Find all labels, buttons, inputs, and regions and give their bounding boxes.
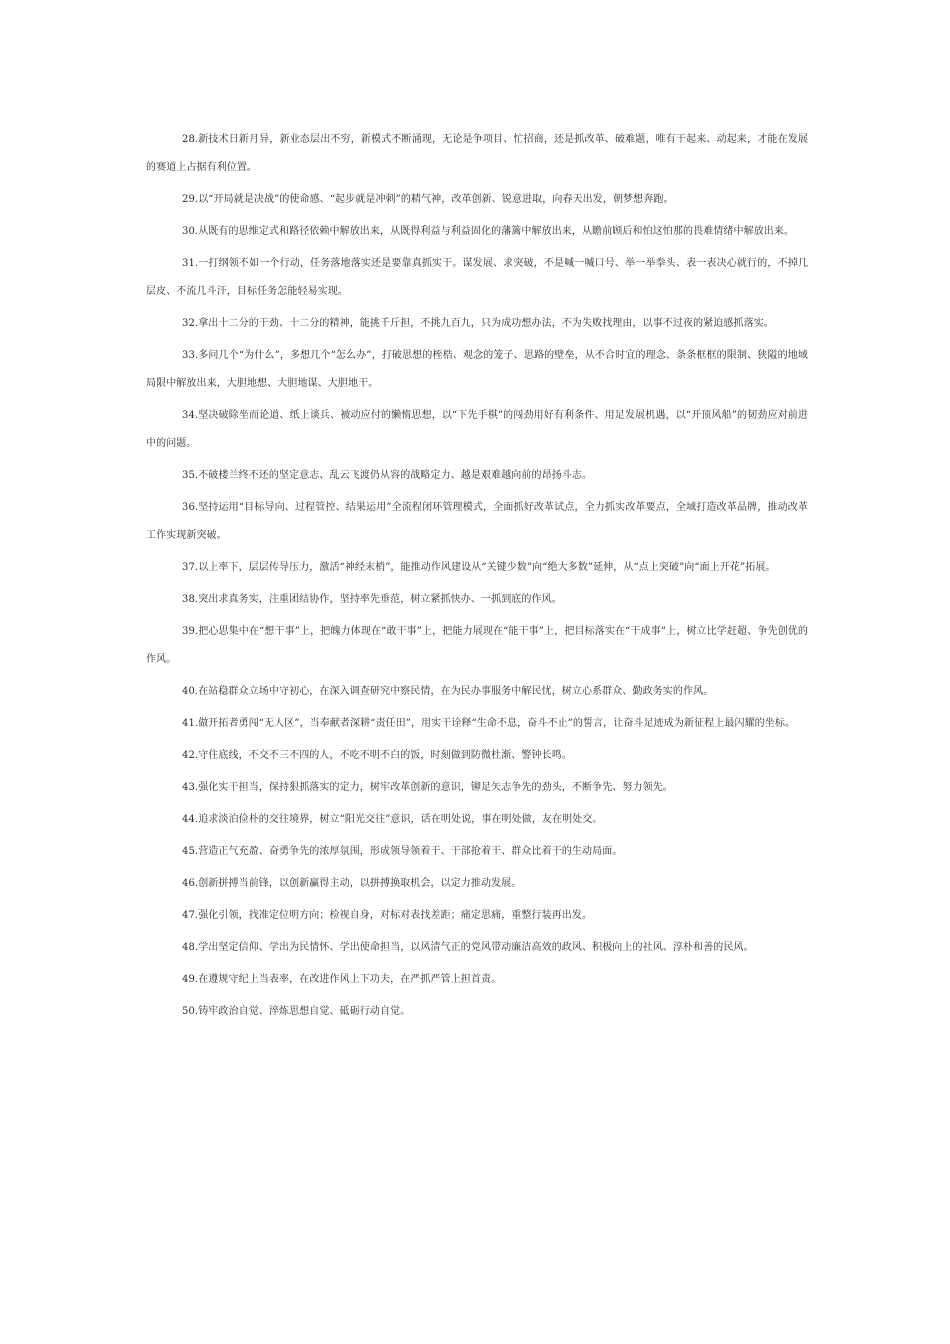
paragraph-31: 31.一打纲领不如一个行动，任务落地落实还是要靠真抓实干。谋发展、求突破，不是喊一喊口号、举一举拳头、表一表决心就行的，不掉几层皮、不流几斗汗，目标任务怎能轻易实现。 [146, 258, 808, 297]
paragraph-49: 49.在遵规守纪上当表率，在改进作风上下功夫，在严抓严管上担首责。 [182, 974, 502, 985]
paragraph-36: 36.坚持运用“目标导向、过程管控、结果运用”全流程闭环管理模式，全面抓好改革试点，全力抓实改革要点，全域打造改革品牌，推动改革工作实现新突破。 [146, 502, 808, 541]
paragraph-43: 43.强化实干担当，保持狠抓落实的定力，树牢改革创新的意识，铆足矢志争先的劲头，不断争先、努力领先。 [182, 782, 673, 793]
paragraph-45: 45.营造正气充盈、奋勇争先的浓厚氛围，形成领导领着干、干部抢着干、群众比着干的生动局面。 [182, 846, 623, 857]
paragraph-39: 39.把心思集中在“想干事”上，把魄力体现在“敢干事”上，把能力展现在“能干事”上，把目标落实在“干成事”上，树立比学赶超、争先创优的作风。 [146, 626, 808, 665]
paragraph-30: 30.从既有的思维定式和路径依赖中解放出来，从既得利益与利益固化的藩篱中解放出来，从瞻前顾后和怕这怕那的畏难情绪中解放出来。 [182, 226, 795, 237]
paragraph-32: 32.拿出十二分的干劲、十二分的精神，能挑千斤担，不挑九百九，只为成功想办法，不为失败找理由，以事不过夜的紧迫感抓落实。 [182, 318, 774, 329]
paragraph-50: 50.铸牢政治自觉、淬炼思想自觉、砥砺行动自觉。 [182, 1006, 411, 1017]
paragraph-37: 37.以上率下，层层传导压力，激活“神经末梢”，能推动作风建设从“关键少数”向“绝大多数”延伸，从“点上突破”向“面上开花”拓展。 [182, 562, 776, 573]
paragraph-42: 42.守住底线，不交不三不四的人，不吃不明不白的饭，时刻做到防微杜渐、警钟长鸣。 [182, 750, 572, 761]
paragraph-29: 29.以“开局就是决战”的使命感、“起步就是冲刺”的精气神，改革创新、锐意进取，向春天出发，朝梦想奔跑。 [182, 194, 674, 205]
paragraph-40: 40.在站稳群众立场中守初心，在深入调查研究中察民情，在为民办事服务中解民忧，树立心系群众、勤政务实的作风。 [182, 686, 714, 697]
document-body [146, 126, 808, 1030]
paragraph-34: 34.坚决破除坐而论道、纸上谈兵、被动应付的懒惰思想，以“下先手棋”的闯劲用好有利条件、用足发展机遇，以“开顶风船”的韧劲应对前进中的问题。 [146, 410, 808, 449]
paragraph-44: 44.追求淡泊俭朴的交往境界，树立“阳光交往”意识，话在明处说，事在明处做，友在明处交。 [182, 814, 603, 825]
paragraph-33: 33.多问几个“为什么”，多想几个“怎么办”，打破思想的桎梏、观念的笼子、思路的壁垒，从不合时宜的理念、条条框框的限制、狭隘的地域局限中解放出来，大胆地想、大胆地谋、大胆地干。 [146, 350, 808, 389]
paragraph-48: 48.学出坚定信仰、学出为民情怀、学出使命担当，以风清气正的党风带动廉洁高效的政风、积极向上的社风、淳朴和善的民风。 [182, 942, 754, 953]
paragraph-41: 41.做开拓者勇闯“无人区”，当奉献者深耕“责任田”，用实干诠释“生命不息，奋斗不止”的誓言，让奋斗足迹成为新征程上最闪耀的坐标。 [182, 718, 796, 729]
paragraph-35: 35.不破楼兰终不还的坚定意志、乱云飞渡仍从容的战略定力、越是艰难越向前的昂扬斗志。 [182, 470, 593, 481]
paragraph-38: 38.突出求真务实，注重团结协作，坚持率先垂范，树立紧抓快办、一抓到底的作风。 [182, 594, 562, 605]
paragraph-47: 47.强化引领，找准定位明方向；检视自身，对标对表找差距；痛定思痛，重整行装再出发。 [182, 910, 593, 921]
paragraph-46: 46.创新拼搏当前锋，以创新赢得主动，以拼搏换取机会，以定力推动发展。 [182, 878, 522, 889]
paragraph-28: 28.新技术日新月异，新业态层出不穷，新模式不断涌现，无论是争项目、忙招商，还是抓改革、破难题，唯有干起来、动起来，才能在发展的赛道上占据有利位置。 [146, 134, 808, 173]
